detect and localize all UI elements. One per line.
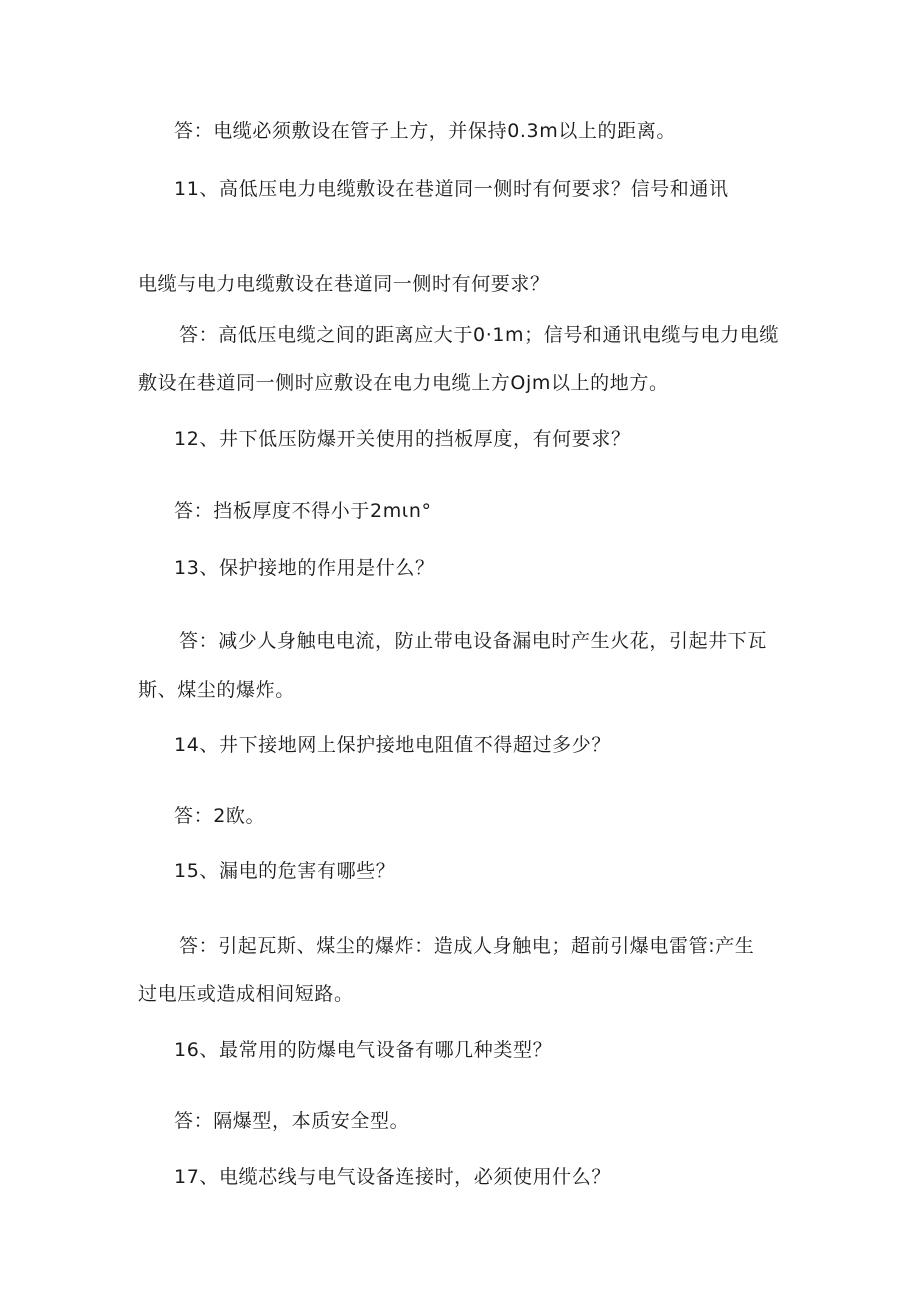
answer-continuation-line: 过电压或造成相间短路。 (138, 983, 354, 1005)
answer-line: 答：电缆必须敷设在管子上方，并保持0.3m以上的距离。 (174, 120, 676, 142)
question-line: 12、井下低压防爆开关使用的挡板厚度，有何要求？ (174, 428, 631, 450)
answer-line: 答：引起瓦斯、煤尘的爆炸：造成人身触电；超前引爆电雷管:产生 (179, 935, 755, 957)
question-line: 17、电缆芯线与电气设备连接时，必须使用什么？ (174, 1166, 611, 1188)
answer-line: 答：2欧。 (174, 805, 266, 827)
answer-continuation-line: 斯、煤尘的爆炸。 (138, 679, 295, 701)
answer-line: 答：挡板厚度不得小于2mιn° (174, 500, 432, 522)
question-line: 11、高低压电力电缆敷设在巷道同一侧时有何要求？信号和通讯 (174, 178, 729, 200)
answer-continuation-line: 敷设在巷道同一侧时应敷设在电力电缆上方Ojm以上的地方。 (138, 372, 669, 394)
answer-line: 答：减少人身触电电流，防止带电设备漏电时产生火花，引起井下瓦 (179, 630, 768, 652)
question-line: 15、漏电的危害有哪些？ (174, 860, 396, 882)
question-line: 13、保护接地的作用是什么？ (174, 557, 435, 579)
question-line: 14、井下接地网上保护接地电阻值不得超过多少？ (174, 734, 611, 756)
question-line: 16、最常用的防爆电气设备有哪几种类型？ (174, 1039, 553, 1061)
answer-line: 答：隔爆型，本质安全型。 (174, 1110, 410, 1132)
answer-line: 答：高低压电缆之间的距离应大于0·1m；信号和通讯电缆与电力电缆 (179, 324, 779, 346)
question-continuation-line: 电缆与电力电缆敷设在巷道同一侧时有何要求？ (138, 273, 550, 295)
